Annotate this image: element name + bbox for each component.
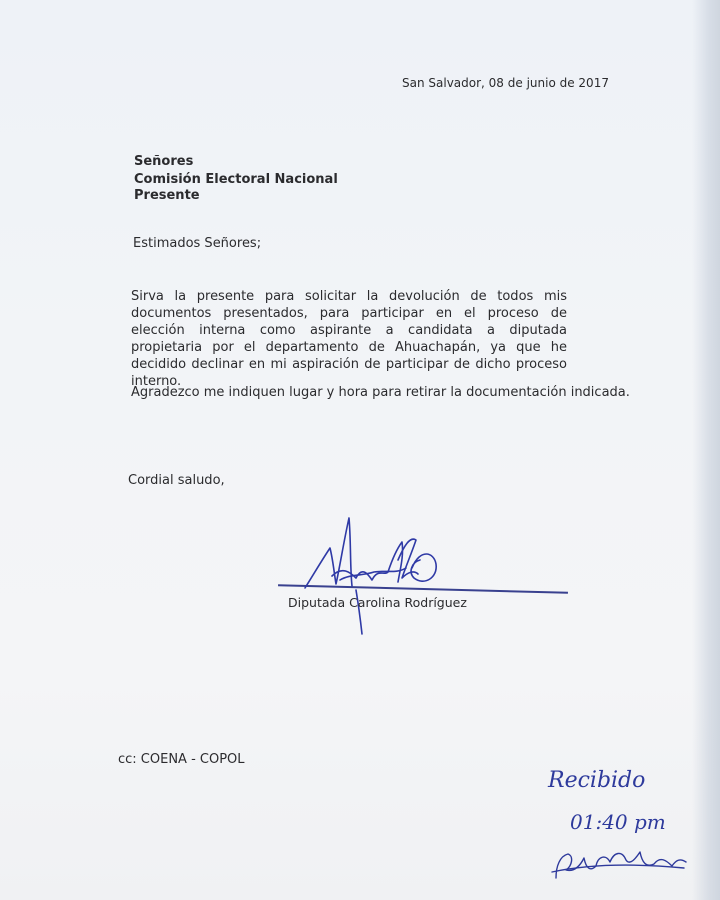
recipient-line-2: Comisión Electoral Nacional (134, 172, 338, 187)
signer-name: Diputada Carolina Rodríguez (288, 595, 467, 610)
received-time: 01:40 pm (570, 810, 666, 834)
received-stamp-label: Recibido (548, 768, 646, 793)
closing: Cordial saludo, (128, 473, 225, 488)
thanks-paragraph: Agradezco me indiquen lugar y hora para retirar la documentación indicada. (131, 385, 630, 400)
salutation: Estimados Señores; (133, 236, 262, 251)
place-date: San Salvador, 08 de junio de 2017 (402, 76, 609, 90)
recipient-line-1: Señores (134, 154, 194, 169)
body-paragraph: Sirva la presente para solicitar la devolución de todos mis documentos presentados, para participar en el proceso de elección interna como aspirante a candidata a diputada propietaria por el departamento de Ahuachapán, ya que he decidido declinar en mi aspiración de participar de dicho proceso interno. (131, 289, 567, 389)
recipient-line-3: Presente (134, 188, 200, 203)
cc-line: cc: COENA - COPOL (118, 752, 245, 767)
